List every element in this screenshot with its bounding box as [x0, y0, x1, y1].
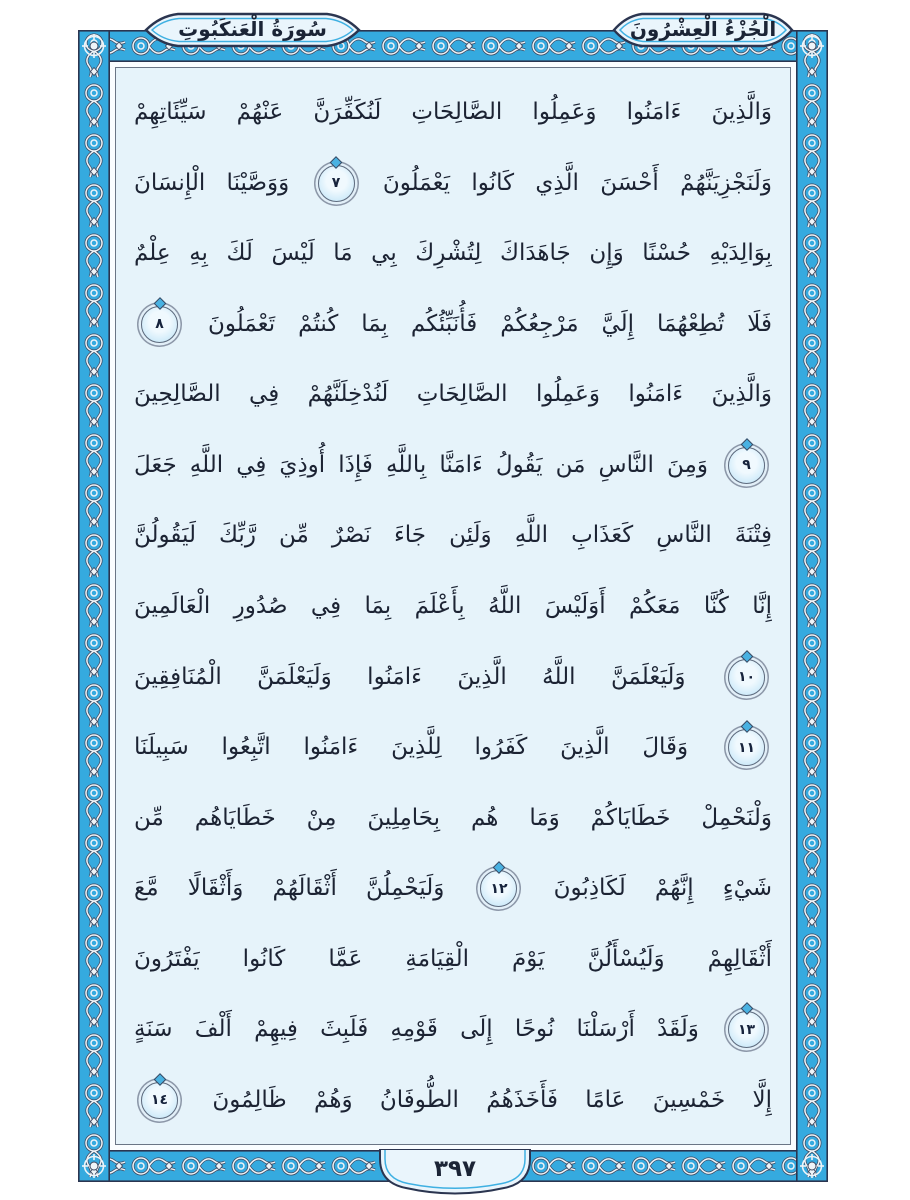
ayah-end-marker — [728, 729, 765, 766]
ayah-text: بِوَالِدَيْهِ حُسْنًا وَإِن جَاهَدَاكَ لِتُشْرِكَ بِي مَا لَيْسَ لَكَ بِهِ عِلْمٌ — [134, 240, 772, 267]
quran-line — [134, 786, 772, 850]
juz-title: الْجُزْءُ الْعِشْرُونَ — [629, 17, 777, 41]
ayah-text: إِنَّا كُنَّا مَعَكُمْ أَوَلَيْسَ اللَّهُ بِأَعْلَمَ بِمَا فِي صُدُورِ الْعَالَمِينَ — [134, 592, 772, 619]
ayah-text: وَالَّذِينَ ءَامَنُوا وَعَمِلُوا الصَّالِحَاتِ لَنُدْخِلَنَّهُمْ فِي الصَّالِحِينَ — [134, 381, 772, 408]
ayah-text: إِلَّا خَمْسِينَ عَامًا فَأَخَذَهُمُ الطُّوفَانُ وَهُمْ ظَالِمُونَ — [212, 1086, 772, 1113]
ayah-text: فَلَا تُطِعْهُمَا إِلَيَّ مَرْجِعُكُمْ فَأُنَبِّئُكُم بِمَا كُنتُمْ تَعْمَلُونَ — [207, 310, 772, 337]
ayah-number: ٧ — [331, 175, 341, 192]
ayah-number: ٨ — [155, 316, 164, 333]
ornamental-border-right — [796, 30, 828, 1182]
ayah-end-marker — [318, 165, 355, 202]
quran-line — [134, 151, 772, 215]
quran-line — [134, 80, 772, 144]
ayah-number: ١٤ — [150, 1092, 169, 1109]
ayah-text: وَمِنَ النَّاسِ مَن يَقُولُ ءَامَنَّا بِاللَّهِ فَإِذَا أُوذِيَ فِي اللَّهِ جَعَلَ — [134, 451, 708, 478]
ayah-number: ١١ — [737, 739, 756, 756]
ayah-end-marker — [728, 659, 765, 696]
ayah-text: وَالَّذِينَ ءَامَنُوا وَعَمِلُوا الصَّالِحَاتِ لَنُكَفِّرَنَّ عَنْهُمْ سَيِّئَاتِهِمْ — [134, 99, 772, 125]
text-column — [116, 68, 790, 1144]
ayah-text: أَثْقَالِهِمْ وَلَيُسْأَلُنَّ يَوْمَ الْقِيَامَةِ عَمَّا كَانُوا يَفْتَرُونَ — [134, 945, 772, 972]
ayah-number: ١٠ — [737, 669, 756, 685]
ayah-end-marker — [728, 447, 765, 484]
quran-line — [134, 645, 772, 709]
quran-line — [134, 362, 772, 426]
ayah-number: ٩ — [742, 457, 751, 474]
quran-line — [134, 503, 772, 567]
corner-rosette-icon — [79, 31, 109, 61]
ayah-text: وَوَصَّيْنَا الْإِنسَانَ — [134, 169, 290, 196]
ayah-end-marker — [480, 870, 517, 907]
ayah-text: وَلَيَحْمِلُنَّ أَثْقَالَهُمْ وَأَثْقَالًا مَّعَ — [134, 875, 445, 902]
quran-line — [134, 927, 772, 991]
ayah-text: شَيْءٍ إِنَّهُمْ لَكَاذِبُونَ — [553, 875, 772, 902]
ayah-text: فِتْنَةَ النَّاسِ كَعَذَابِ اللَّهِ وَلَئِن جَاءَ نَصْرٌ مِّن رَّبِّكَ لَيَقُولُنَّ — [134, 522, 772, 549]
corner-rosette-icon — [797, 1151, 827, 1181]
ayah-end-marker — [141, 306, 178, 343]
quran-line — [134, 221, 772, 285]
ayah-end-marker — [141, 1082, 178, 1119]
quran-line — [134, 715, 772, 779]
corner-rosette-icon — [79, 1151, 109, 1181]
surah-title: سُورَةُ الْعَنكَبُوتِ — [178, 17, 327, 41]
quran-line — [134, 856, 772, 920]
ayah-text: وَلَقَدْ أَرْسَلْنَا نُوحًا إِلَى قَوْمِهِ فَلَبِثَ فِيهِمْ أَلْفَ سَنَةٍ — [134, 1016, 699, 1043]
ayah-text: وَلْنَحْمِلْ خَطَايَاكُمْ وَمَا هُم بِحَامِلِينَ مِنْ خَطَايَاهُم مِّن — [134, 804, 772, 831]
page-number: ٣٩٧ — [433, 1156, 477, 1182]
quran-line — [134, 292, 772, 356]
ayah-text: وَقَالَ الَّذِينَ كَفَرُوا لِلَّذِينَ ءَامَنُوا اتَّبِعُوا سَبِيلَنَا — [134, 734, 689, 761]
ayah-text: وَلَيَعْلَمَنَّ اللَّهُ الَّذِينَ ءَامَنُوا وَلَيَعْلَمَنَّ الْمُنَافِقِينَ — [134, 663, 686, 690]
ayah-end-marker — [728, 1011, 765, 1048]
page-field — [115, 67, 791, 1145]
quran-line — [134, 1068, 772, 1132]
quran-line — [134, 997, 772, 1061]
quran-line — [134, 433, 772, 497]
ornamental-border-left — [78, 30, 110, 1182]
ayah-number: ١٢ — [490, 880, 508, 897]
quran-line — [134, 574, 772, 638]
corner-rosette-icon — [797, 31, 827, 61]
ayah-number: ١٣ — [737, 1021, 756, 1038]
ayah-text: وَلَنَجْزِيَنَّهُمْ أَحْسَنَ الَّذِي كَانُوا يَعْمَلُونَ — [382, 169, 772, 196]
